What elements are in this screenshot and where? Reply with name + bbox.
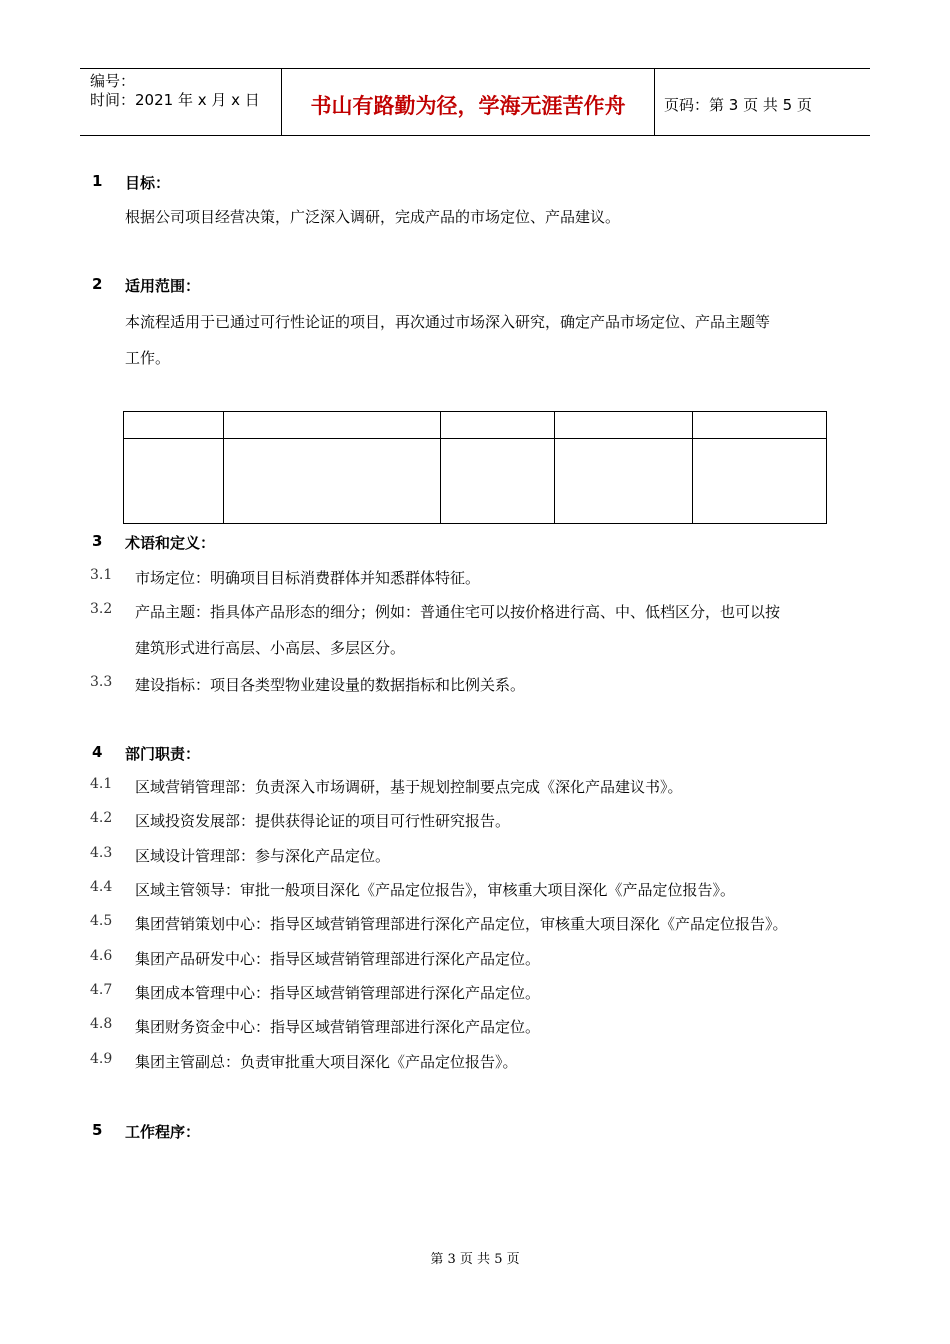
section-title: 目标： [125,174,171,192]
blank-table [123,411,827,524]
item-text: 集团成本管理中心：指导区域营销管理部进行深化产品定位。 [135,984,541,1002]
section-2-body-line-2: 工作。 [125,349,171,367]
item-text: 集团财务资金中心：指导区域营销管理部进行深化产品定位。 [135,1018,541,1036]
table-cell [124,439,224,524]
item-text: 区域营销管理部：负责深入市场调研，基于规划控制要点完成《深化产品建议书》。 [135,778,683,796]
section-number: 5 [92,1121,103,1139]
item-number: 3.3 [90,674,113,690]
page-footer: 第 3 页 共 5 页 [430,1252,520,1267]
item-number: 4.8 [90,1016,113,1032]
item-number: 4.1 [90,776,113,792]
section-title: 适用范围： [125,277,201,295]
item-number: 4.3 [90,845,113,861]
table-cell [441,412,555,439]
item-text: 市场定位：明确项目目标消费群体并知悉群体特征。 [135,569,481,587]
item-number: 4.6 [90,948,113,964]
section-number: 1 [92,172,103,190]
table-cell [224,439,441,524]
item-text: 集团主管副总：负责审批重大项目深化《产品定位报告》。 [135,1053,518,1071]
table-cell [124,412,224,439]
item-text: 区域投资发展部：提供获得论证的项目可行性研究报告。 [135,812,511,830]
item-number: 3.2 [90,601,113,617]
item-number: 3.1 [90,567,113,583]
doc-number-label: 编号： [90,72,136,90]
header-motto: 书山有路勤为径，学海无涯苦作舟 [310,94,626,118]
item-number: 4.4 [90,879,113,895]
item-text: 建筑形式进行高层、小高层、多层区分。 [135,639,406,657]
header-page-indicator: 页码：第 3 页 共 5 页 [664,96,812,114]
table-cell [693,439,827,524]
table-cell [555,439,693,524]
table-row [124,412,827,439]
table-row [124,439,827,524]
item-number: 4.9 [90,1051,113,1067]
section-title: 部门职责： [125,745,201,763]
header-top-rule [80,68,870,69]
item-number: 4.5 [90,913,113,929]
table-cell [224,412,441,439]
item-text: 集团营销策划中心：指导区域营销管理部进行深化产品定位，审核重大项目深化《产品定位报告》。 [135,915,788,933]
doc-time-label: 时间：2021 年 x 月 x 日 [90,91,260,109]
item-text: 区域主管领导：审批一般项目深化《产品定位报告》，审核重大项目深化《产品定位报告》。 [135,881,736,899]
item-text: 建设指标：项目各类型物业建设量的数据指标和比例关系。 [135,676,526,694]
header-bottom-rule [80,135,870,136]
header-divider-right [654,68,655,136]
section-title: 工作程序： [125,1123,201,1141]
item-number: 4.2 [90,810,113,826]
section-number: 3 [92,532,103,550]
section-2-body-line-1: 本流程适用于已通过可行性论证的项目，再次通过市场深入研究，确定产品市场定位、产品主题等 [125,313,771,331]
table-cell [693,412,827,439]
header-meta [90,72,260,110]
section-number: 2 [92,275,103,293]
section-1-body: 根据公司项目经营决策，广泛深入调研，完成产品的市场定位、产品建议。 [125,208,621,226]
section-title: 术语和定义： [125,534,216,552]
table-cell [441,439,555,524]
item-text: 产品主题：指具体产品形态的细分；例如：普通住宅可以按价格进行高、中、低档区分，也可以按 [135,603,781,621]
item-text: 区域设计管理部：参与深化产品定位。 [135,847,391,865]
table-cell [555,412,693,439]
section-number: 4 [92,743,103,761]
item-number: 4.7 [90,982,113,998]
item-text: 集团产品研发中心：指导区域营销管理部进行深化产品定位。 [135,950,541,968]
